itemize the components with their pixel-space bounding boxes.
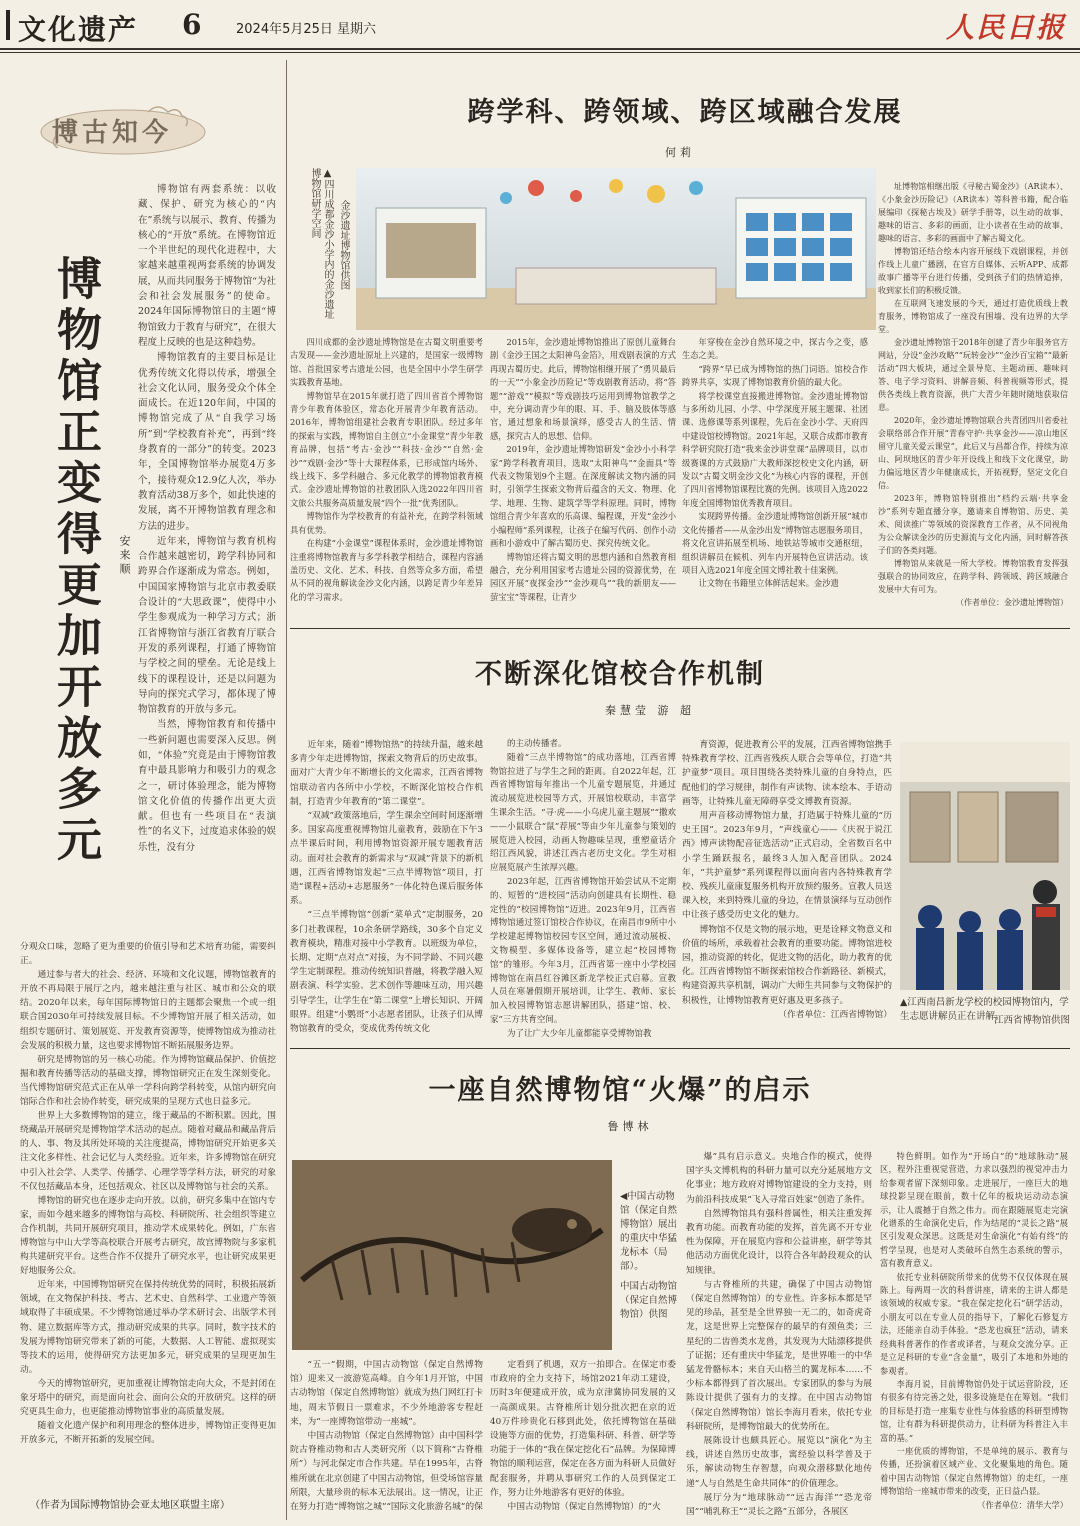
header-rule [0, 48, 1080, 50]
paragraph: “三点半博物馆”创新“菜单式”定制服务，20多门社教课程，10余条研学路线，30多个自定义教育模块，精准对接中小学教育。以班级为单位，长期、定期“点对点”对接，为不同学龄、不同兴趣学生定制课程。推动传统知识普融，将教学融入短剧表演、科学实验、艺术创作等趣味互动，用兴趣引导学生，让学生在“第二课堂”上增长知识、开阔眼界。组建“小鹦哥”小志愿者团队，让孩子们从博物馆教育的受众，变成优秀传统文化 [290, 910, 483, 1035]
paragraph: 展厅分为“地球脉动”“远古海洋”“恐龙帝国”“哺乳称王”“灵长之路”五部分，各展区 [686, 1492, 872, 1518]
article1-col1 [290, 336, 483, 604]
article1-title: 跨学科、跨领域、跨区域融合发展 [467, 97, 903, 128]
article1-col2 [490, 336, 676, 604]
article3-photo-credit: 中国古动物馆（保定自然博物馆）供图 [620, 1281, 678, 1320]
paragraph: 博物馆有两套系统：以收藏、保护、研究为核心的“内在”系统与以展示、教育、传播为核心的“开放”系统。在博物馆近一个半世纪的现代化进程中，大家越来越重视两套系统的协调发展，从而共同服务于博物馆“为社会和社会发展服务”的使命。2024年国际博物馆日的主题“博物馆致力于教育与研究”，在很大程度上反映的也是这种趋势。 [138, 184, 276, 348]
article2-author: 秦慧莹 游 超 [605, 704, 695, 717]
dinosaur-fossil-image [292, 1160, 612, 1350]
column-badge-label: 博古知今 [52, 118, 173, 148]
paragraph: 年穿梭在金沙自然环境之中，探古今之变，感生态之美。 [682, 337, 868, 361]
newspaper-masthead: 人民日报 [945, 11, 1066, 44]
paragraph: 博物馆还结合绘本内容开展线下戏剧课程，并创作线上儿童广播剧，在官方自媒体、云听APP、成都故事广播等平台进行传播，受到孩子们的热情追捧，收到家长们的积极反馈。 [878, 247, 1068, 295]
article2-photo [900, 742, 1070, 990]
paragraph: 通过参与者大的社会、经济、环境和文化议题，博物馆教育的开放不再局限于展厅之内，越来越注重与社区、城市和公众的联结。2020年以来，每年国际博物馆日的主题都会聚焦一个或一组联合国2030年可持续发展目标。不少博物馆开展了相关活动，如组织专题研讨、策划展览、开发教育资源等，使博物馆成为推动社会发展的积极力量，这也要求博物馆不断拓展服务边界。 [20, 970, 276, 1051]
paragraph: “双减”政策落地后，学生课余空间时间逐渐增多。国家高度重视博物馆儿童教育，鼓励在下午3点半课后时间，利用博物馆资源开展专题教育活动。面对社会教育的新需求与“双减”背景下的新机遇，江西省博物馆发起“三点半博物馆”项目，打造“课程+活动+志愿服务”一体化特色课后服务体系。 [290, 811, 483, 907]
left-article-body-narrow [138, 182, 276, 855]
students-museum-image [900, 742, 1070, 990]
paragraph: “五一”假期，中国古动物馆（保定自然博物馆）迎来又一波游览高峰。自今年1月开馆，中国古动物馆（保定自然博物馆）就成为热门网红打卡地，周末节假日一票难求，不少外地游客专程赶来，为“一座博物馆带动一座城”。 [290, 1360, 483, 1427]
paragraph: 2020年，金沙遗址博物馆联合共青团四川省委社会联络部合作开展“青春守护·共享金沙——凉山地区留守儿童关爱云课堂”，此后又与昌都合作，持续为凉山、阿坝地区的青少年开设线上和线下文化课堂，助力偏远地区青少年健康成长，开拓视野，坚定文化自信。 [878, 416, 1068, 490]
article-separator [290, 1048, 1070, 1049]
column-badge [38, 100, 208, 162]
article2-photo-caption: ▲江西南昌新龙学校的校园博物馆内，学生志愿讲解员正在讲解。 [900, 997, 1069, 1022]
paragraph: 育资源，促进教育公平的发展，江西省博物馆携手特殊教育学校、江西省残疾人联合会等单位，打造“共护童梦”项目。项目围绕各类特殊儿童的自身特点，匹配他们的学习规律，制作有声读物、读本绘本、手语动画等，让特殊儿童无障碍享受文博教育资源。 [682, 740, 892, 807]
issue-date: 2024年5月25日 星期六 [236, 22, 377, 37]
paragraph: 近年来，博物馆与教育机构合作越来越密切，跨学科协同和跨界合作逐渐成为常态。例如，中国国家博物馆与北京市教委联合设计的“大思政课”，使得中小学生参观成为一种学习方式；浙江省博物馆与浙江省教育厅联合开发的系列课程，打通了博物馆与学校之间的壁垒。无论是线上线下的课程设计，还是以问题为导向的探究式学习，都体现了博物馆教育的开放与多元。 [138, 535, 276, 716]
article3-title: 一座自然博物馆“火爆”的启示 [428, 1075, 812, 1106]
section-title: 文化遗产 [18, 13, 139, 46]
header-rule-thin [0, 52, 1080, 53]
paragraph: 四川成都的金沙遗址博物馆是在古蜀文明重要考古发现——金沙遗址原址上兴建的，是国家一级博物馆、首批国家考古遗址公园，也是全国中小学生研学实践教育基地。 [290, 337, 483, 388]
article3-signature: （作者单位：清华大学） [977, 1499, 1068, 1510]
left-article-author-note: （作者为国际博物馆协会亚太地区联盟主席） [30, 1500, 230, 1511]
paragraph: 博物馆从来就是一所大学校。博物馆教育发挥强强联合的协同效应，在跨学科、跨领域、跨区域融合发展中大有可为。 [878, 559, 1068, 594]
paragraph: 博物馆教育的主要目标是让优秀传统文化得以传承，增强全社会文化认同，服务受众个体全面成长。在近120年间，中国的博物馆完成了从“自我学习场所”到“学校教育补充”，再到“终身教育的一部分”的转变。2023年，全国博物馆举办展览4万多个，接待观众12.9亿人次，举办教育活动38万多个，如此快速的发展，离不开博物馆教育理念和方法的进步。 [138, 352, 276, 532]
article1-col3 [682, 336, 868, 591]
article3-col1 [290, 1358, 483, 1514]
article1-photo [356, 168, 876, 330]
article1-photo-credit: 金沙遗址博物馆供图 [338, 200, 349, 290]
left-article-author: 安来顺 [118, 535, 131, 577]
article1-signature: （作者单位：金沙遗址博物馆） [956, 598, 1068, 607]
article3-col2 [490, 1358, 676, 1514]
paragraph: 将学校课堂直接搬进博物馆。金沙遗址博物馆与多所幼儿园、小学、中学深度开展主题课、社团课、选修课等系列课程，先后在金沙小学、天府四中建设馆校博物馆。2021年起，又联合成都市教育科学研究院打造“我来金沙讲堂课”品牌项目，以市级赛课的方式鼓励广大教师深挖校史文化内涵，研发以“古蜀文明金沙文化”为核心内容的课程，开创了四川省博物馆课程比赛的先例。该项目入选2022年度全国博物馆优秀教育项目。 [682, 390, 868, 508]
column-divider [286, 60, 287, 1520]
article2-col3 [682, 738, 892, 1022]
article3-photo [292, 1160, 612, 1350]
paragraph: 中国古动物馆（保定自然博物馆）的“火 [507, 1502, 661, 1513]
paragraph: 在构建“小金课堂”课程体系时，金沙遗址博物馆注重将博物馆教育与多学科教学相结合，课程内容涵盖历史、文化、艺术、科技、自然等众多方面，希望从不同的视角解读金沙文化内涵，以跨足青少年差异化的学习需求。 [290, 538, 483, 602]
paragraph: 址博物馆相继出版《寻秘古蜀金沙》（AR读本）、《小象金沙历险记》（AR读本）等科普书籍，配合临展编印《探秘古埃及》研学手册等，以生动的故事、趣味的语言、多彩的画面，让小读者在生动的故事、趣味的语言、多彩的画面中了解古蜀文化。 [878, 182, 1068, 243]
paragraph: 让文物在书籍里立体鲜活起来。金沙遗 [698, 578, 839, 589]
article3-photo-caption: ◀中国古动物馆（保定自然博物馆）展出的重庆中华猛龙标本（局部）。 [620, 1191, 678, 1272]
paragraph: “跨界”早已成为博物馆的热门词语。馆校合作跨界共享，实现了博物馆教育价值的最大化。 [682, 363, 868, 388]
paragraph: 的主动传播者。 [507, 739, 567, 749]
paragraph: 博物馆的研究也在逐步走向开放。以前，研究多集中在馆内专家，而如今越来越多的博物馆与高校、科研院所、社会组织等建立合作机制，共同开展研究项目，推动学术成果转化。例如，广东省博物馆与中山大学等高校联合开展考古研究，故宫博物院与多家机构共建研究平台。这些合作不仅提升了研究水平，也让研究成果更好地服务公众。 [20, 1195, 276, 1277]
left-article-title: 博物馆正变得更加开放多元 [49, 255, 102, 867]
article3-author: 鲁博林 [607, 1120, 653, 1133]
paragraph: 近年来，随着“博物馆热”的持续升温，越来越多青少年走进博物馆，探索文物背后的历史故事。面对广大青少年不断增长的文化需求，江西省博物馆联动省内各所中小学校，不断深化馆校合作机制，打造青少年教育的“第二课堂”。 [290, 740, 483, 807]
paragraph: 今天的博物馆研究，更加重视让博物馆走向大众，不是封闭在象牙塔中的研究，而是面向社会、面向公众的开放研究。这样的研究更具生命力，也更能推动博物馆事业的高质量发展。 [20, 1378, 276, 1418]
article2-col2 [490, 738, 676, 1042]
paragraph: 依托专业科研院所带来的优势不仅仅体现在展陈上。每两周一次的科普讲座，请来的主讲人都是该领域的权威专家。“我在保定挖化石”研学活动，小朋友可以在专业人员的指导下，了解化石修复方法，还能亲自动手体验。“恐龙也疯狂”活动，请来经典科普著作的作者或译者，与观众交流分享。正是立足科研的专业“含金量”，吸引了本地和外地的参观者。 [880, 1271, 1068, 1376]
paragraph: 2015年，金沙遗址博物馆推出了原创儿童舞台剧《金沙王国之太阳神鸟金箔》，用戏剧表演的方式再现古蜀历史。此后，博物馆相继开展了“勇贝最后的一天”“小象金沙历险记”等戏剧教育活动，将“答题”“游戏”“模拟”等戏剧技巧运用到博物馆教学之中，充分调动青少年的眼、耳、手、脑及肢体等感官，通过想象和场景演绎，感受古人的生活、情感，探究古人的思想、信仰。 [490, 337, 676, 441]
paragraph: 金沙遗址博物馆于2018年创建了青少年服务官方网站，分设“金沙攻略”“玩转金沙”“金沙百宝箱”“最新活动”四大板块，通过全景导览、主题动画、趣味问答、电子学习资料、讲解音频、科普视频等形式，提供各类线上教育资源，供广大青少年随时随地获取信息。 [878, 338, 1068, 412]
paragraph-continued: 分观众口味，忽略了更为重要的价值引导和艺术培育功能，需要纠正。 [20, 942, 276, 967]
paragraph: 一座优质的博物馆，不是单纯的展示、教育与传播，还扮演着区域产业、文化聚集地的角色。随着中国古动物馆（保定自然博物馆）的走红，一座博物馆给一座城市带来的改变，正日益凸显。 [880, 1445, 1068, 1497]
article2-col1 [290, 738, 483, 1036]
page-header [0, 0, 1080, 48]
paragraph: 爆”具有启示意义。央地合作的模式，使得国字头文博机构的科研力量可以充分延展地方文化事业；地方政府对博物馆建设的全力支持，则为前沿科技成果“飞入寻常百姓家”创造了条件。 [686, 1152, 872, 1205]
paragraph: 当然，博物馆教育和传播中一些新问题也需要深入反思。例如，“体验”究竟是由于博物馆教育中最具影响力和吸引力的观念之一，研讨体验理念，能为博物馆文化价值的传播作出更大贡献。但也有一些项目在“表演性”的名义下，过度追求体验的娱乐性，没有分 [138, 719, 276, 853]
paragraph: 用声音移动博物馆力量，打造属于特殊儿童的“历史王国”。2023年9月，“声线童心——《庆祝于说江西》博声读物配音征选活动”正式启动，全省数百名中小学生踊跃报名，最终3人加入配音团队。2024年，“共护童梦”系列课程得以面向省内各特殊教育学校、残疾儿童康复服务机构开放预约服务。宣教人员送课入校，来到特殊儿童的身边，在情景演绎与互动创作中让孩子感受历史文化的魅力。 [682, 811, 892, 921]
paragraph: 定看到了机遇，双方一拍即合。在保定市委市政府的全力支持下，场馆2021年动工建设，历时3年便建成开放，成为京津冀协同发展的又一高颜成果。古脊椎所计划分批次把在京的近40万件珍贵化石移到此处，依托博物馆在基础设施等方面的优势，打造集科研、科普、研学等功能于一体的“我在保定挖化石”品牌。为保障博物馆的顺利运营，保定在各方面为科研人员做好配套服务，并聘从事研究工作的人员到保定工作，努力让外地游客有更好的体验。 [490, 1360, 676, 1498]
paragraph: 研究是博物馆的另一核心功能。作为博物馆藏品保护、价值挖掘和教育传播等活动的基础支撑，博物馆研究正在发生深刻变化。当代博物馆研究范式正在从单一学科向跨学科转变，从馆内研究向馆际合作和社会协作转变，研究成果的呈现方式也日益多元。 [20, 1054, 276, 1108]
paragraph: 2023年起，江西省博物馆开始尝试从不定期的、短暂的“进校园”活动向创建具有长期性、稳定性的“校园博物馆”迈进。2023年9月，江西省博物馆通过签订馆校合作协议，在南昌市9所中小学校建起博物馆校园专区空间，通过流动展板、文物模型、多媒体设备等，建立起“校园博物馆”的雏形。今年3月，江西省第一座中小学校园博物馆在南昌红谷滩区新龙学校正式启幕。宣教人员在寒暑假期开展培训，让学生、教师、家长加入校园博物馆志愿讲解团队，搭建“馆、校、家”三方共育空间。 [490, 876, 676, 1025]
page-number: 6 [182, 8, 202, 41]
article-separator [290, 628, 1070, 629]
paragraph: 为了让广大少年儿童都能享受博物馆教 [507, 1028, 652, 1039]
paragraph: 特色鲜明。如作为“开场白”的“地球脉动”展区，程外注重视觉营造，力求以强烈的视觉冲击力给参观者留下深刻印象。走进展厅，一座巨大的地球投影呈现在眼前，数十亿年的板块运动动态演示，让人震撼于自然之伟力。而在跟随展览走完演化谱系的生命演化史后，作为结尾的“灵长之路”展区引发观众深思。这既是对生命演化“有始有终”的哲学呈现，也是对人类破坏自然生态系统的警示，富有教育意义。 [880, 1151, 1068, 1269]
article2-title: 不断深化馆校合作机制 [475, 659, 765, 690]
article1-col4 [878, 180, 1068, 609]
paragraph: 2023年，博物馆特别推出“档约云端·共享金沙”系列专题直播分享，邀请来自博物馆、历史、美术、阅读推广等领域的资深教育工作者，从不同视角为公众解读金沙的历史源流与文化内涵，同时解答孩子们的各类问题。 [878, 494, 1068, 555]
left-article-body-wide [20, 940, 276, 1447]
article3-col4 [880, 1150, 1068, 1512]
paragraph: 随着文化遗产保护和利用理念的整体进步，博物馆正变得更加开放多元，不断开拓新的发展空间。 [20, 1421, 276, 1446]
paragraph: 实现跨界传播。金沙遗址博物馆创新开展“城市文化传播者——从金沙出发”博物馆志愿服务项目，将文化宣讲拓展至机场、地铁站等城市交通枢纽，组织讲解员在候机、列车内开展特色宣讲活动。该项目入选2021年度全国文博社教十佳案例。 [682, 511, 868, 575]
paragraph: 近年来，中国博物馆研究在保持传统优势的同时，积极拓展新领域，在文物保护科技、考古、艺术史、自然科学、工业遗产等领域取得了丰硕成果。不少博物馆通过举办学术研讨会、出版学术刊物、建立数据库等方式，推动研究成果的共享。同时，数字技术的发展为博物馆研究带来了新的可能，大数据、人工智能、虚拟现实等技术的运用，使得研究方法更加多元，研究成果的呈现更加生动。 [20, 1280, 276, 1375]
paragraph: 与古脊椎所的共建，确保了中国古动物馆（保定自然博物馆）的专业性。许多标本都是罕见的珍品，甚至是全世界独一无二的，如奇虎奇龙，这是世界上完整保存的最早的有颈鱼类；三星纪的二齿兽类水龙兽，其发现为大陆漂移提供了证据；还有重庆中华猛龙，是世界唯一的中华猛龙骨骼标本；来自天山格兰的翼龙标本……不少标本都得到了首次展出。专家团队的参与为展陈设计提供了强有力的支撑。在中国古动物馆（保定自然博物馆）馆长李海月看来，依托专业科研院所，是博物馆最大的优势所在。 [686, 1279, 872, 1432]
paragraph: 在互联网飞速发展的今天，通过打造优质线上教育服务，博物馆成了一座没有围墙、没有边界的大学堂。 [878, 299, 1068, 334]
paragraph: 博物馆作为学校教育的有益补充，在跨学科领域具有优势。 [290, 511, 483, 535]
article2-photo-credit: 江西省博物馆供图 [993, 1015, 1070, 1026]
paragraph: 李海月说，目前博物馆仍处于试运营阶段，还有很多有待完善之处，很多设施是在在筹划。“我们的目标是打造一座集专业性与体验感的科研型博物馆，让有群为科研提供动力，让科研为科普注入丰富的基。” [880, 1378, 1068, 1443]
article1-author: 何莉 [665, 146, 695, 159]
article2-signature: （作者单位：江西省博物馆） [778, 1009, 892, 1020]
article1-photo-caption [304, 168, 334, 328]
article3-col3 [686, 1150, 872, 1519]
museum-study-room-image [356, 168, 876, 330]
paragraph: 2019年，金沙遗址博物馆研发“金沙小小科学家”跨学科教育项目，选取“太阳神鸟”“金面具”等代表文物策划9个主题。在深度解读文物内涵的同时，引领学生探索文物背后蕴含的天文、物理、化学、地理、生物、建筑学等学科原理。同时，博物馆组合青少年喜欢的乐高课、编程课，开发“金沙小小编程师”系列课程，让孩子在编写代码、创作小动画和小游戏中了解古蜀历史、探究传统文化。 [490, 444, 676, 549]
section-marker [6, 10, 10, 40]
paragraph: 中国古动物馆（保定自然博物馆）由中国科学院古脊椎动物和古人类研究所（以下简称“古脊椎所”）与河北保定市合作共建。早在1995年，古脊椎所就在北京创建了中国古动物馆，但受场馆容量所限，大量珍贵的标本无法展出。这一情况，让正在努力打造“博物馆之城”“国际文化旅游名城”的保 [290, 1431, 483, 1513]
paragraph: 随着“三点半博物馆”的成功落地，江西省博物馆拉进了与学生之间的距离。自2022年起，江西省博物馆每年推出一个儿童专题展览，并通过流动展览进校园等方式，开展馆校联动，丰富学生课余生活。“寻·虎——小乌虎儿童主题展”“撒欢——小鼠联合“鼠”荐展”等由少年儿童参与策划的展览进入校园，动画人物趣味呈现，重塑童话介绍江西风貌，讲述江西古老历史文化。学生对相应展览展产生浓厚兴趣。 [490, 752, 676, 874]
paragraph: 博物馆还将古蜀文明的思想内涵和自然教育相融合，充分利用国家考古遗址公园的资源优势，在园区开展“夜探金沙”“金沙观鸟”“我的新朋友——萤宝宝”等课程，让青少 [490, 551, 676, 602]
paragraph: 自然博物馆具有强科普属性，相关注重发挥教育功能。而教育功能的发挥，首先离不开专业性为保障，开在展览内容和公益讲座，研学等其他活动方面优化设计，以符合各年龄段观众的认知规律。 [686, 1208, 872, 1276]
paragraph: 世界上大多数博物馆的建立，缘于藏品的不断积累。因此，围绕藏品开展研究是博物馆学术活动的起点。随着对藏品和藏品背后的人、事、物及其所处环境的关注度提高，博物馆研究开始更多关注文化多样性、社会记忆与人类经验。近年来，许多博物馆在研究中引入社会学、人类学、传播学、心理学等学科方法，研究的对象不仅包括藏品本身，还包括观众、社区以及博物馆与社会的关系。 [20, 1111, 276, 1192]
paragraph: 展陈设计也颇具匠心。展览以“演化”为主线，讲述自然历史故事，寓经验以科学普及于乐，解读动物生存智慧，向观众潜移默化地传递“人与自然是生命共同体”的价值理念。 [686, 1436, 872, 1489]
caption-text: ▲四川成都金沙小学内的金沙遗址博物馆研学空间 [309, 168, 333, 319]
paragraph: 博物馆早在2015年就打造了四川省首个博物馆青少年教育体验区，常态化开展青少年教育活动。2016年，博物馆组建社会教育专职团队。经过多年的探索与实践，博物馆自主创立“小金课堂”青少年教育品牌，包括“考古·金沙”“科技·金沙”“自然·金沙”“戏剧·金沙”等十大课程体系，已形成馆内场外、线上线下、多学科融合、多元化教学的博物馆教育模式。金沙遗址博物馆的社教团队入选2022年四川省文旅公共服务高质量发展“四个一批”优秀团队。 [290, 390, 483, 508]
paragraph: 博物馆不仅是文物的展示地，更是诠释文物意义和价值的场所，承载着社会教育的重要功能。博物馆进校园，推动资源的转化，促进文物的活化，助力教育的优化。江西省博物馆不断探索馆校合作新路径、新模式，构建资源共享机制，调动广大师生共同参与文物保护的积极性，让博物馆教育更好惠及更多孩子。 [682, 924, 892, 1006]
